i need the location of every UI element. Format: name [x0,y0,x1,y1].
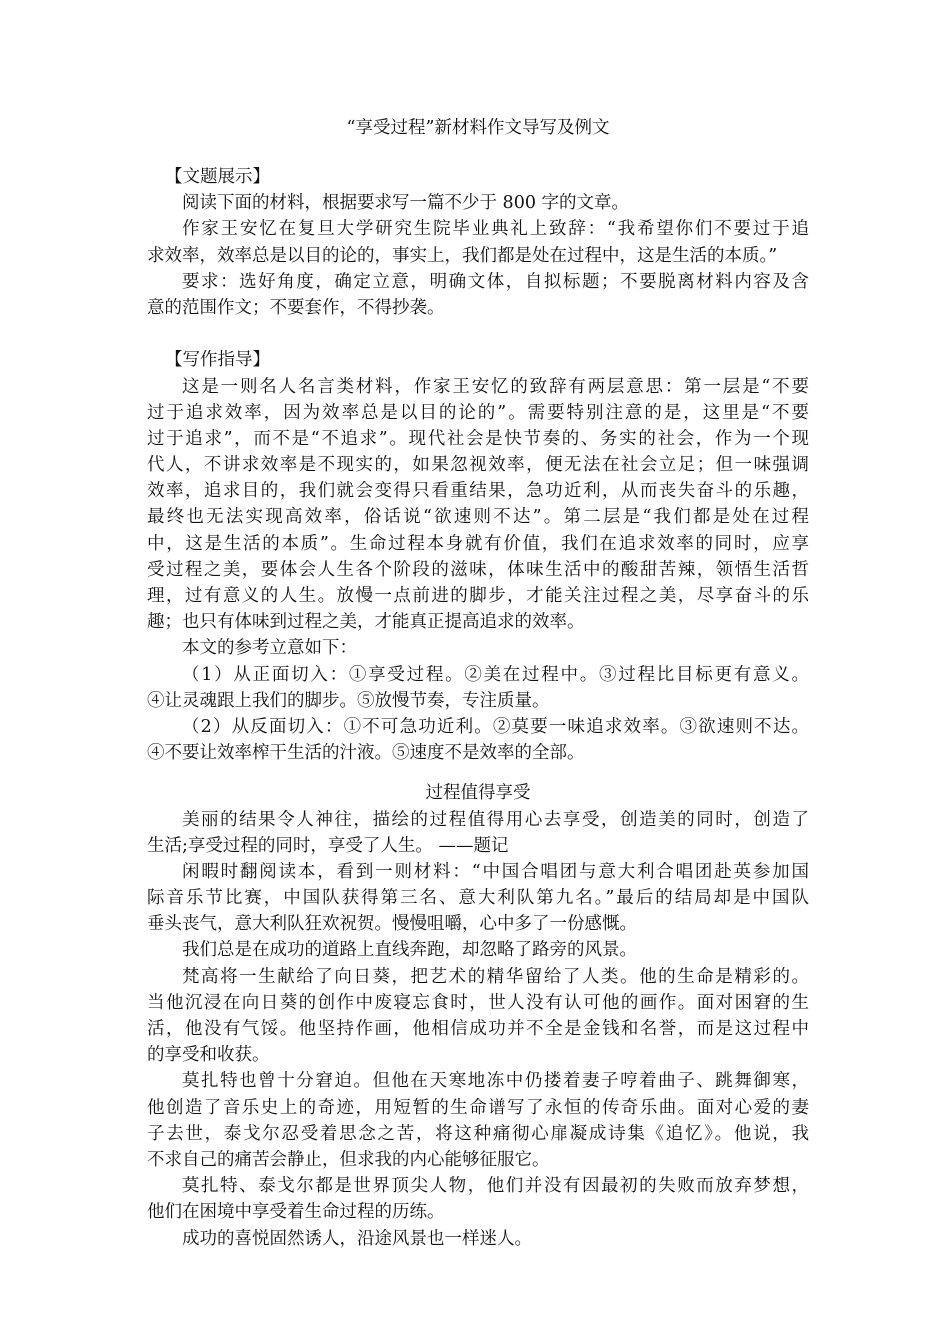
document-page [147,112,809,1252]
paragraph-line: 阅读下面的材料，根据要求写一篇不少于 800 字的文章。 [182,193,630,214]
essay-line: 我们总是在成功的道路上直线奔跑，却忽略了路旁的风景。 [182,940,637,961]
paragraph-line: 中，这是生活的本质”。生命过程本身就有价值，我们在追求效率的同时，应享 [147,533,809,554]
paragraph-line: 过于追求”，而不是“不追求”。现代社会是快节奏的、务实的社会，作为一个现 [147,428,809,449]
essay-line: 生活;享受过程的同时，享受了人生。 ——题记 [147,835,509,856]
essay-line: 他创造了音乐史上的奇迹，用短暂的生命谱写了永恒的传奇乐曲。面对心爱的妻 [147,1097,809,1118]
paragraph-line: 代人，不讲求效率是不现实的，如果忽视效率，便无法在社会立足；但一味强调 [147,455,809,476]
essay-line: 美丽的结果令人神往，描绘的过程值得用心去享受，创造美的同时，创造了 [182,809,809,830]
paragraph-line: （1）从正面切入：①享受过程。②美在过程中。③过程比目标更有意义。 [182,664,809,685]
paragraph-line: 要求：选好角度，确定立意，明确文体，自拟标题；不要脱离材料内容及含 [182,271,809,292]
essay-line: 子去世，泰戈尔忍受着思念之苦，将这种痛彻心扉凝成诗集《追忆》。他说，我 [147,1123,809,1144]
essay-title: 过程值得享受 [425,783,531,804]
paragraph-line: 趣；也只有体味到过程之美，才能真正提高追求的效率。 [147,612,585,633]
paragraph-line: 受过程之美，要体会人生各个阶段的滋味，体味生活中的酸甜苦辣，领悟生活哲 [147,559,809,580]
paragraph-line: ④不要让效率榨干生活的汁液。⑤速度不是效率的全部。 [147,743,585,764]
essay-line: 的享受和收获。 [147,1045,270,1066]
document-title: “享受过程”新材料作文导写及例文 [346,118,610,138]
paragraph-line: ④让灵魂跟上我们的脚步。⑤放慢节奏，专注质量。 [147,690,550,711]
essay-line: 梵高将一生献给了向日葵，把艺术的精华留给了人类。他的生命是精彩的。 [182,966,809,987]
paragraph-line: 作家王安忆在复旦大学研究生院毕业典礼上致辞：“我希望你们不要过于追 [182,219,809,240]
paragraph-line: 过于追求效率，因为效率总是以目的论的”。需要特别注意的是，这里是“不要 [147,402,809,423]
paragraph-line: 意的范围作文；不要套作，不得抄袭。 [147,297,445,318]
essay-line: 活，他没有气馁。他坚持作画，他相信成功并不全是金钱和名誉，而是这过程中 [147,1019,809,1039]
section-heading-guidance: 【写作指导】 [165,350,270,371]
paragraph-line: （2）从反面切入：①不可急功近利。②莫要一味追求效率。③欲速则不达。 [182,716,809,737]
essay-line: 当他沉浸在向日葵的创作中废寝忘食时，世人没有认可他的画作。面对困窘的生 [147,992,809,1013]
paragraph-line: 最终也无法实现高效率，俗话说“欲速则不达”。第二层是“我们都是处在过程 [147,507,809,528]
essay-line: 际音乐节比赛，中国队获得第三名、意大利队第九名。”最后的结局却是中国队 [147,888,809,909]
paragraph-line: 本文的参考立意如下： [182,638,357,659]
essay-line: 他们在困境中享受着生命过程的历练。 [147,1202,445,1223]
essay-line: 成功的喜悦固然诱人，沿途风景也一样迷人。 [182,1228,532,1249]
paragraph-line: 求效率，效率总是以目的论的，事实上，我们都是处在过程中，这是生活的本质。” [147,245,778,266]
section-heading-prompt: 【文题展示】 [165,167,270,187]
essay-line: 闲暇时翻阅读本，看到一则材料：“中国合唱团与意大利合唱团赴英参加国 [182,861,809,882]
paragraph-line: 这是一则名人名言类材料，作家王安忆的致辞有两层意思：第一层是“不要 [182,376,809,397]
essay-line: 垂头丧气，意大利队狂欢祝贺。慢慢咀嚼，心中多了一份感慨。 [147,914,637,935]
paragraph-line: 理，过有意义的人生。放慢一点前进的脚步，才能关注过程之美，尽享奋斗的乐 [147,586,809,606]
essay-line: 不求自己的痛苦会静止，但求我的内心能够征服它。 [147,1149,550,1170]
paragraph-line: 效率，追求目的，我们就会变得只看重结果，急功近利，从而丧失奋斗的乐趣， [147,481,809,502]
essay-line: 莫扎特也曾十分窘迫。但他在天寒地冻中仍搂着妻子哼着曲子、跳舞御寒， [182,1071,809,1092]
essay-line: 莫扎特、泰戈尔都是世界顶尖人物，他们并没有因最初的失败而放弃梦想， [182,1176,809,1197]
